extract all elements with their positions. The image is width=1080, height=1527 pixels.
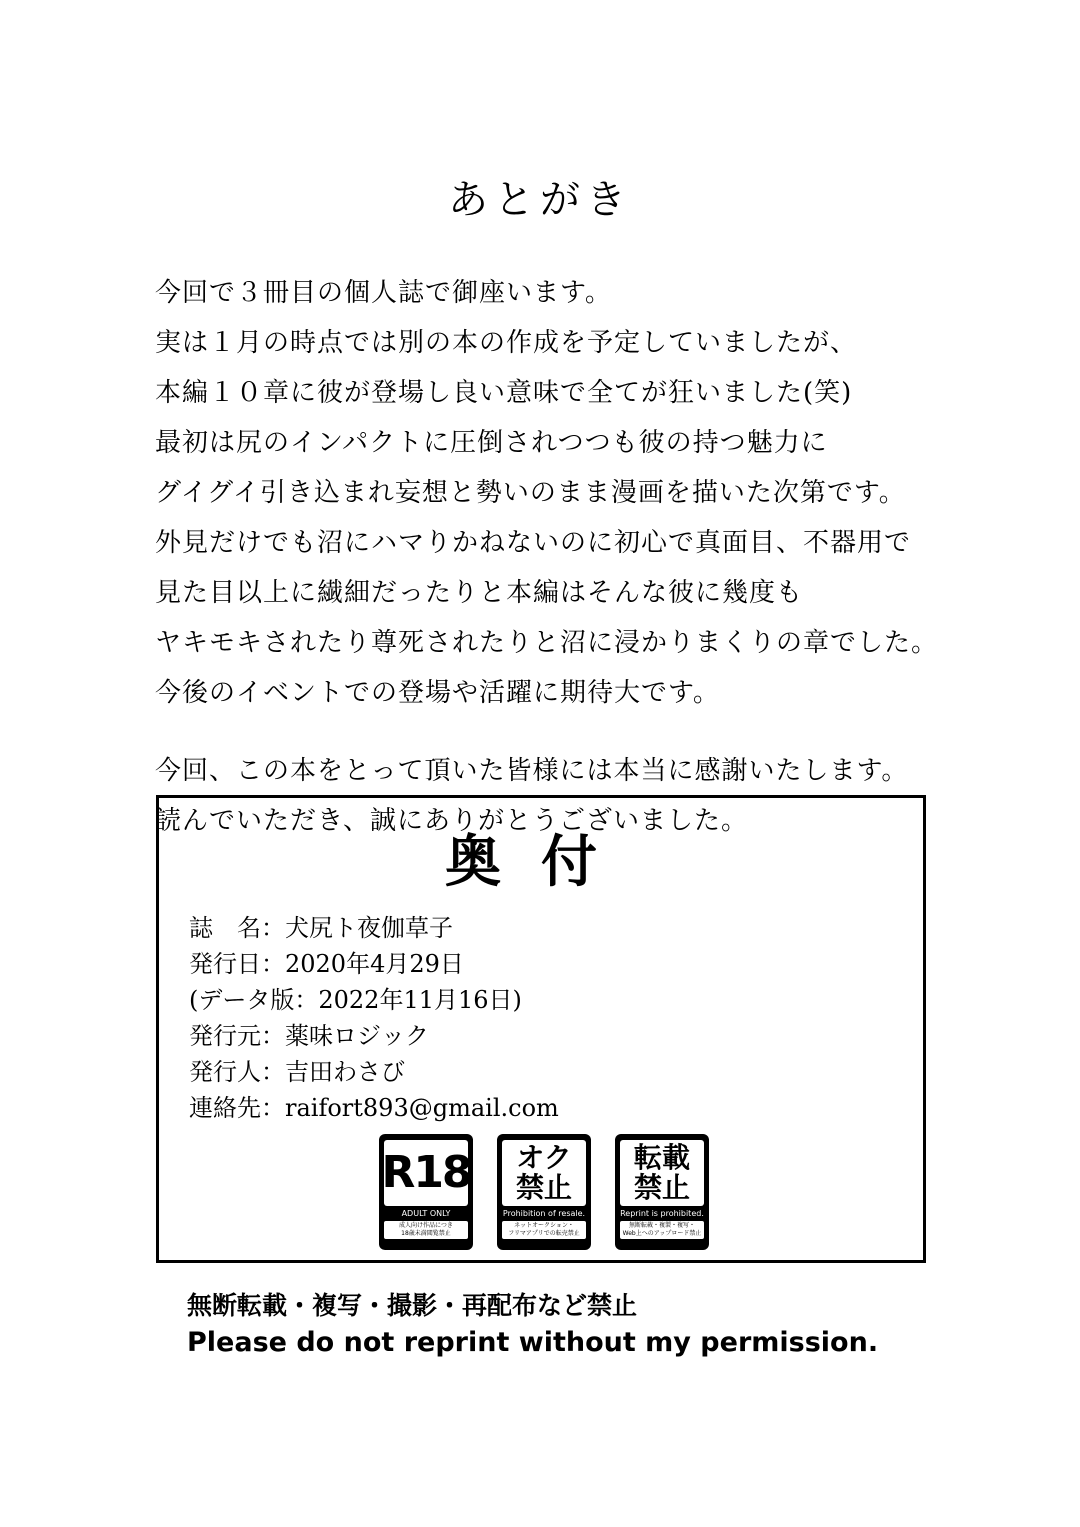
title-row: 誌 名：犬尻ト夜伽草子 — [189, 914, 453, 942]
afterword-line: グイグイ引き込まれ妄想と勢いのまま漫画を描いた次第です。 — [155, 478, 906, 508]
colophon-box — [156, 795, 926, 1263]
r18-mark-sub: ADULT ONLY — [401, 1209, 451, 1218]
no-resale-mark-sub: Prohibition of resale. — [502, 1209, 586, 1218]
afterword-line: 今後のイベントでの登場や活躍に期待大です。 — [155, 678, 720, 708]
no-reprint-mark — [615, 1134, 709, 1250]
copyright-notice — [187, 1288, 878, 1362]
r18-mark-note — [384, 1221, 468, 1239]
afterword-line: 見た目以上に繊細だったりと本編はそんな彼に幾度も — [155, 578, 804, 608]
note-line: フリマアプリでの転売禁止 — [508, 1230, 580, 1237]
warning-marks — [379, 1134, 709, 1250]
no-reprint-mark-sub: Reprint is prohibited. — [620, 1209, 704, 1218]
note-line: 成人向け作品につき — [399, 1222, 453, 1229]
r18-mark-label: R18 — [384, 1140, 468, 1206]
contact-row: 連絡先：raifort893@gmail.com — [189, 1094, 559, 1122]
no-resale-mark-note — [502, 1221, 586, 1239]
note-line: 18歳未満閲覧禁止 — [401, 1230, 451, 1237]
afterword-line: 外見だけでも沼にハマりかねないのに初心で真面目、不器用で — [155, 528, 912, 558]
afterword-body — [155, 268, 955, 846]
data-edition-row: (データ版：2022年11月16日) — [189, 986, 522, 1014]
paragraph-gap — [155, 718, 955, 746]
notice-japanese: 無断転載・複写・撮影・再配布など禁止 — [187, 1291, 638, 1320]
afterword-line: 実は１月の時点では別の本の作成を予定していましたが、 — [155, 328, 858, 358]
afterword-line: 本編１０章に彼が登場し良い意味で全てが狂いました(笑) — [155, 378, 853, 408]
colophon-title: 奥付 — [445, 829, 637, 895]
afterword-line: 今回で３冊目の個人誌で御座います。 — [155, 278, 612, 308]
no-reprint-mark-label: 転載 禁止 — [620, 1140, 704, 1206]
notice-english: Please do not reprint without my permission. — [187, 1327, 879, 1358]
publish-date-row: 発行日：2020年4月29日 — [189, 950, 464, 978]
afterword-title: あとがき — [448, 177, 632, 223]
afterword-line: ヤキモキされたり尊死されたりと沼に浸かりまくりの章でした。 — [155, 628, 939, 658]
note-line: 無断転載・複製・複写・ — [628, 1222, 695, 1229]
no-resale-mark — [497, 1134, 591, 1250]
thanks-line: 読んでいただき、誠にありがとうございました。 — [155, 806, 748, 836]
no-reprint-mark-note — [620, 1221, 704, 1239]
r18-mark — [379, 1134, 473, 1250]
no-resale-mark-label: オク 禁止 — [502, 1140, 586, 1206]
note-line: Web上へのアップロード禁止 — [622, 1230, 702, 1237]
afterword-line: 最初は尻のインパクトに圧倒されつつも彼の持つ魅力に — [155, 428, 828, 458]
author-row: 発行人：吉田わさび — [189, 1058, 405, 1086]
note-line: ネットオークション・ — [514, 1222, 574, 1229]
publisher-row: 発行元：薬味ロジック — [189, 1022, 429, 1050]
thanks-line: 今回、この本をとって頂いた皆様には本当に感謝いたします。 — [155, 756, 909, 786]
colophon-info — [189, 910, 559, 1126]
